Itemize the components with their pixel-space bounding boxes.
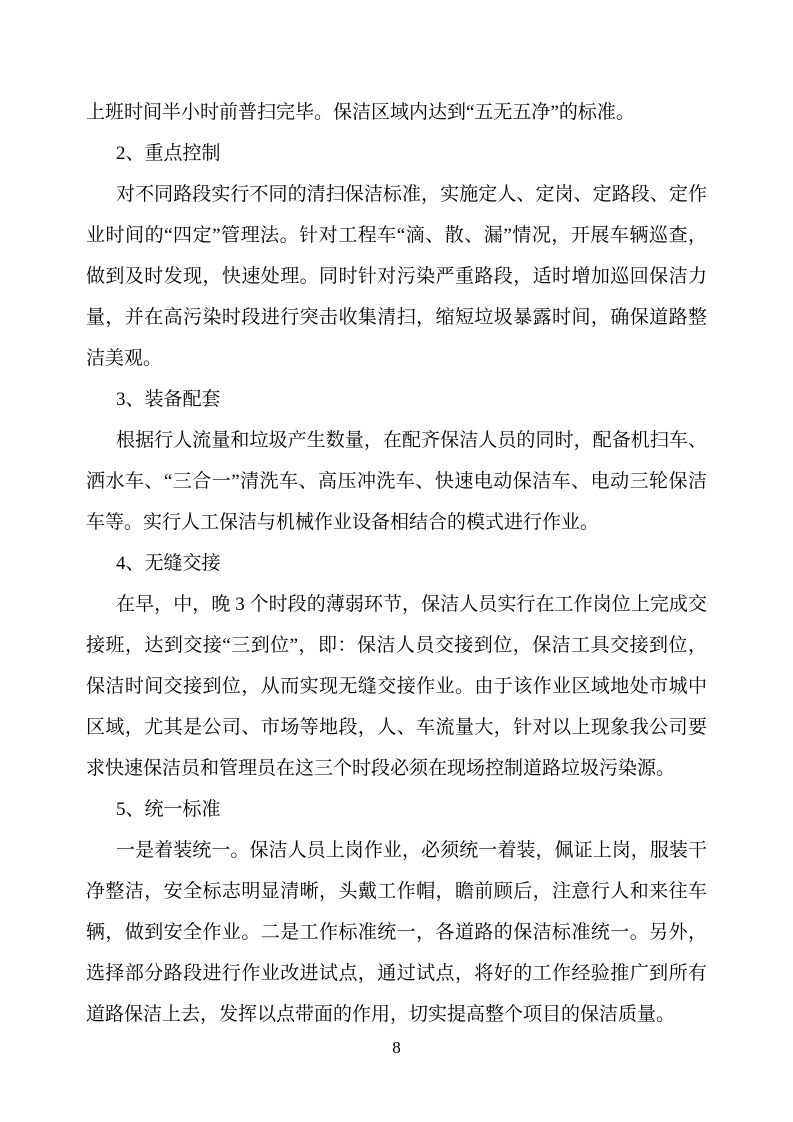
- page-body-text: [86, 92, 707, 1035]
- paragraph-seamless-handover: 在早，中，晚 3 个时段的薄弱环节，保洁人员实行在工作岗位上完成交接班，达到交接“三到位”，即：保洁人员交接到位，保洁工具交接到位，保洁时间交接到位，从而实现无缝交接作业。由于该作业区域地处市城中区域，尤其是公司、市场等地段，人、车流量大，针对以上现象我公司要求快速保洁员和管理员在这三个时段必须在现场控制道路垃圾污染源。: [86, 594, 707, 779]
- page-footer: [0, 1035, 793, 1060]
- page-number: 8: [392, 1038, 401, 1057]
- paragraph-unified-standard: 一是着装统一。保洁人员上岗作业，必须统一着装，佩证上岗，服装干净整洁，安全标志明显清晰，头戴工作帽，瞻前顾后，注意行人和来往车辆，做到安全作业。二是工作标准统一，各道路的保洁标准统一。另外，选择部分路段进行作业改进试点，通过试点，将好的工作经验推广到所有道路保洁上去，发挥以点带面的作用，切实提高整个项目的保洁质量。: [86, 840, 707, 1025]
- paragraph-key-control: 对不同路段实行不同的清扫保洁标准，实施定人、定岗、定路段、定作业时间的“四定”管理法。针对工程车“滴、散、漏”情况，开展车辆巡查，做到及时发现，快速处理。同时针对污染严重路段，适时增加巡回保洁力量，并在高污染时段进行突击收集清扫，缩短垃圾暴露时间，确保道路整洁美观。: [86, 184, 707, 369]
- section-heading-3: 3、装备配套: [116, 389, 221, 410]
- paragraph-continuation: 上班时间半小时前普扫完毕。保洁区域内达到“五无五净”的标准。: [86, 102, 635, 123]
- section-heading-2: 2、重点控制: [116, 143, 221, 164]
- section-heading-4: 4、无缝交接: [116, 553, 221, 574]
- section-heading-5: 5、统一标准: [116, 799, 221, 820]
- paragraph-equipment: 根据行人流量和垃圾产生数量，在配齐保洁人员的同时，配备机扫车、洒水车、“三合一”清洗车、高压冲洗车、快速电动保洁车、电动三轮保洁车等。实行人工保洁与机械作业设备相结合的模式进行作业。: [86, 430, 707, 533]
